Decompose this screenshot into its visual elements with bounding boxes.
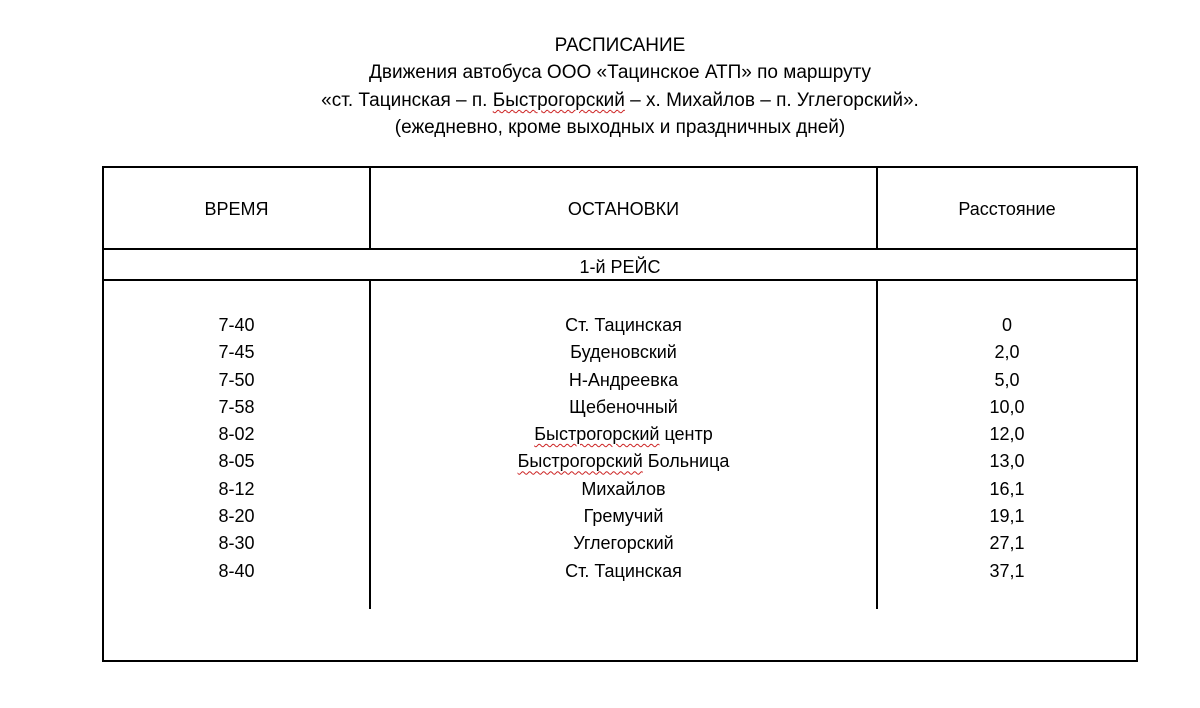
- stop-name: Н-Андреевка: [568, 369, 679, 390]
- time-cell: 7-40: [218, 315, 255, 335]
- header-distance: Расстояние: [958, 198, 1056, 219]
- distance-cell: 37,1: [989, 560, 1025, 581]
- distance-cell: 16,1: [989, 478, 1025, 499]
- stop-name: Буденовский: [570, 342, 677, 363]
- distance-column: [878, 312, 1136, 585]
- route-line: [0, 87, 1200, 115]
- schedule-note: (ежедневно, кроме выходных и праздничных дней): [394, 117, 846, 138]
- stop-name: Быстрогорский: [534, 424, 660, 445]
- schedule-table: [102, 166, 1138, 662]
- stop-name: Щебеночный: [569, 396, 678, 417]
- header-time: ВРЕМЯ: [204, 198, 269, 219]
- header-stops: ОСТАНОВКИ: [567, 198, 680, 219]
- distance-cell: 27,1: [989, 533, 1025, 554]
- stop-cell: [371, 394, 876, 421]
- distance-cell: 10,0: [989, 396, 1025, 417]
- stop-cell: [371, 558, 876, 585]
- doc-title: РАСПИСАНИЕ: [554, 35, 686, 56]
- stop-name: Михайлов: [581, 478, 666, 499]
- distance-cell: 5,0: [994, 369, 1020, 390]
- stop-suffix: центр: [659, 424, 713, 445]
- stops-column: [371, 312, 876, 585]
- distance-cell: 13,0: [989, 451, 1025, 472]
- stop-name: Ст. Тацинская: [565, 315, 682, 335]
- stop-name: Углегорский: [573, 533, 674, 554]
- route-text-pre: «ст. Тацинская – п.: [321, 90, 493, 111]
- distance-cell: 2,0: [994, 342, 1020, 363]
- doc-subtitle: Движения автобуса ООО «Тацинское АТП» по маршруту: [369, 62, 871, 83]
- time-cell: 7-58: [218, 396, 255, 417]
- time-cell: 8-40: [218, 560, 255, 581]
- stop-name: Быстрогорский: [517, 451, 643, 472]
- stop-cell: [371, 448, 876, 475]
- stop-suffix: Больница: [642, 451, 730, 472]
- time-cell: 8-05: [218, 451, 255, 472]
- stop-name: Гремучий: [583, 506, 664, 527]
- stop-cell: [371, 530, 876, 557]
- trip-label: 1-й РЕЙС: [579, 256, 661, 277]
- stop-name: Ст. Тацинская: [565, 560, 682, 581]
- time-column: [104, 312, 369, 585]
- stop-cell: [371, 367, 876, 394]
- time-cell: 8-02: [218, 424, 255, 445]
- distance-cell: 12,0: [989, 424, 1025, 445]
- distance-cell: 0: [1001, 315, 1012, 335]
- stop-cell: [371, 312, 876, 339]
- route-text-post: – х. Михайлов – п. Углегорский».: [624, 90, 919, 111]
- distance-cell: 19,1: [989, 506, 1025, 527]
- time-cell: 8-30: [218, 533, 255, 554]
- time-cell: 8-12: [218, 478, 255, 499]
- route-misspelled-word: Быстрогорский: [492, 90, 625, 111]
- stop-cell: [371, 339, 876, 366]
- time-cell: 7-50: [218, 369, 255, 390]
- stop-cell: [371, 421, 876, 448]
- time-cell: 7-45: [218, 342, 255, 363]
- stop-cell: [371, 503, 876, 530]
- stop-cell: [371, 476, 876, 503]
- time-cell: 8-20: [218, 506, 255, 527]
